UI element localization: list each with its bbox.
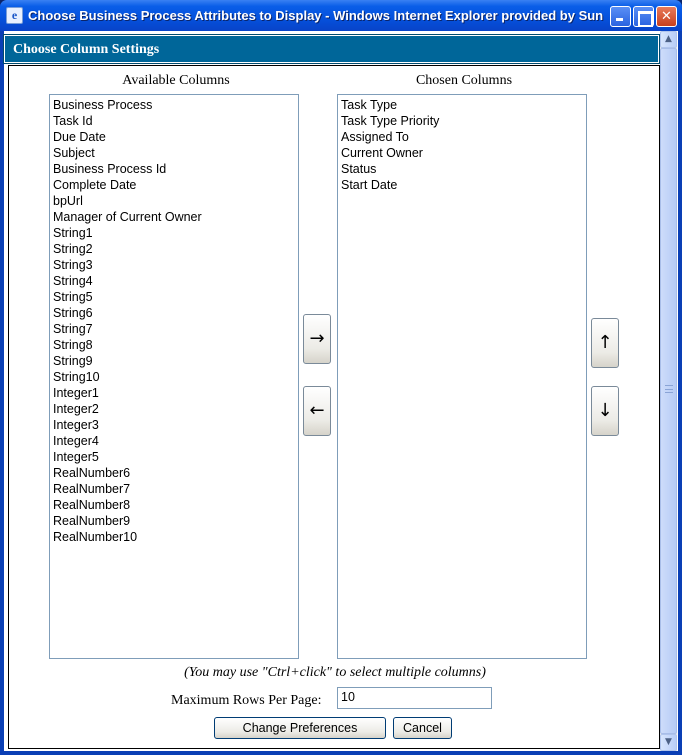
window-title: Choose Business Process Attributes to Display - Windows Internet Explorer provided by Sun [28, 8, 604, 23]
move-down-button[interactable]: ↓ [591, 386, 619, 436]
list-item[interactable]: String6 [53, 306, 93, 320]
maximize-button[interactable] [633, 6, 654, 27]
list-item[interactable]: Integer3 [53, 418, 99, 432]
list-item[interactable]: Current Owner [341, 146, 423, 160]
list-item[interactable]: Assigned To [341, 130, 409, 144]
list-item[interactable]: Manager of Current Owner [53, 210, 202, 224]
list-item[interactable]: String10 [53, 370, 100, 384]
list-item[interactable]: Subject [53, 146, 95, 160]
page-content [4, 31, 678, 751]
available-columns-label: Available Columns [122, 73, 230, 88]
list-item[interactable]: Business Process Id [53, 162, 167, 176]
list-item[interactable]: RealNumber8 [53, 498, 131, 512]
minimize-button[interactable] [610, 6, 631, 27]
list-item[interactable]: String1 [53, 226, 93, 240]
list-item[interactable]: Task Type Priority [341, 114, 440, 128]
title-bar[interactable] [0, 0, 682, 31]
list-item[interactable]: String7 [53, 322, 93, 336]
scrollbar-thumb[interactable] [660, 48, 677, 734]
list-item[interactable]: RealNumber7 [53, 482, 131, 496]
list-item[interactable]: String4 [53, 274, 93, 288]
remove-column-button[interactable]: ← [303, 386, 331, 436]
available-columns-list[interactable] [49, 94, 299, 659]
list-item[interactable]: Task Type [341, 98, 398, 112]
scroll-down-arrow-icon[interactable]: ▼ [660, 734, 677, 751]
move-up-button[interactable]: ↑ [591, 318, 619, 368]
column-settings-panel [8, 65, 660, 749]
list-item[interactable]: Integer5 [53, 450, 99, 464]
list-item[interactable]: Status [341, 162, 377, 176]
list-item[interactable]: String9 [53, 354, 93, 368]
list-item[interactable]: RealNumber9 [53, 514, 131, 528]
list-item[interactable]: Start Date [341, 178, 398, 192]
list-item[interactable]: Task Id [53, 114, 93, 128]
list-item[interactable]: Integer1 [53, 386, 99, 400]
change-preferences-button[interactable]: Change Preferences [214, 717, 386, 739]
list-item[interactable]: Integer2 [53, 402, 99, 416]
chosen-columns-label: Chosen Columns [415, 73, 513, 88]
vertical-scrollbar[interactable] [660, 31, 677, 751]
list-item[interactable]: String8 [53, 338, 93, 352]
ie-page-icon: e [6, 7, 23, 24]
max-rows-input[interactable]: 10 [337, 687, 492, 709]
add-column-button[interactable]: → [303, 314, 331, 364]
scroll-up-arrow-icon[interactable]: ▲ [660, 31, 677, 48]
close-button[interactable]: ✕ [656, 6, 677, 27]
list-item[interactable]: Integer4 [53, 434, 99, 448]
cancel-button[interactable]: Cancel [393, 717, 452, 739]
list-item[interactable]: Business Process [53, 98, 153, 112]
page-title: Choose Column Settings [13, 42, 160, 57]
list-item[interactable]: bpUrl [53, 194, 83, 208]
list-item[interactable]: String2 [53, 242, 93, 256]
header-band [4, 35, 659, 63]
list-item[interactable]: Complete Date [53, 178, 137, 192]
scroll-grip-icon [665, 385, 673, 393]
list-item[interactable]: String5 [53, 290, 93, 304]
multi-select-hint: (You may use "Ctrl+click" to select multiple columns) [184, 665, 486, 680]
list-item[interactable]: Due Date [53, 130, 106, 144]
chosen-columns-list[interactable] [337, 94, 587, 659]
list-item[interactable]: RealNumber6 [53, 466, 131, 480]
list-item[interactable]: String3 [53, 258, 93, 272]
max-rows-label: Maximum Rows Per Page: [171, 693, 322, 708]
list-item[interactable]: RealNumber10 [53, 530, 138, 544]
